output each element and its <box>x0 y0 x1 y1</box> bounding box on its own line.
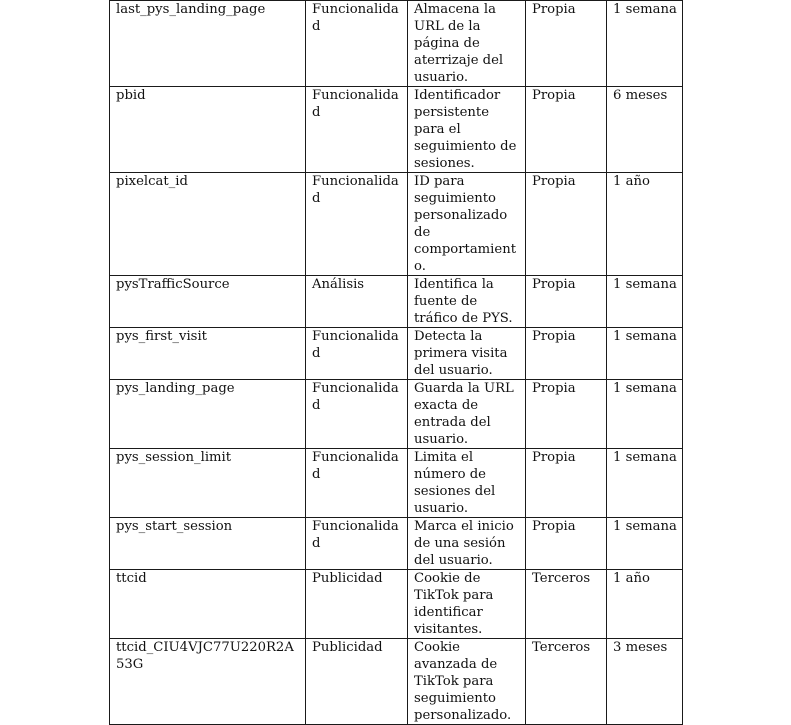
cookie-duration-cell: 1 semana <box>607 328 683 380</box>
cookie-table <box>109 0 683 725</box>
cookie-duration-cell: 1 semana <box>607 1 683 87</box>
cookie-description-cell: Detecta la primera visita del usuario. <box>408 328 526 380</box>
cookie-description-cell: Cookie de TikTok para identificar visitantes. <box>408 570 526 639</box>
table-row <box>110 87 683 173</box>
cookie-provider-cell: Propia <box>526 449 607 518</box>
cookie-duration-cell: 1 semana <box>607 380 683 449</box>
cookie-category-cell: Análisis <box>306 276 408 328</box>
cookie-duration-cell: 1 año <box>607 570 683 639</box>
table-row <box>110 276 683 328</box>
cookie-name-cell: pysTrafficSource <box>110 276 306 328</box>
cookie-duration-cell: 3 meses <box>607 639 683 725</box>
cookie-name-cell: pys_start_session <box>110 518 306 570</box>
cookie-name-cell: pys_first_visit <box>110 328 306 380</box>
cookie-provider-cell: Propia <box>526 87 607 173</box>
cookie-duration-cell: 6 meses <box>607 87 683 173</box>
table-row <box>110 639 683 725</box>
cookie-description-cell: Marca el inicio de una sesión del usuario. <box>408 518 526 570</box>
cookie-table-body <box>110 1 683 725</box>
cookie-name-cell: ttcid_CIU4VJC77U220R2A53G <box>110 639 306 725</box>
cookie-description-cell: ID para seguimiento personalizado de comportamiento. <box>408 173 526 276</box>
cookie-provider-cell: Propia <box>526 518 607 570</box>
cookie-category-cell: Publicidad <box>306 639 408 725</box>
cookie-name-cell: last_pys_landing_page <box>110 1 306 87</box>
cookie-description-cell: Almacena la URL de la página de aterrizaje del usuario. <box>408 1 526 87</box>
cookie-duration-cell: 1 semana <box>607 276 683 328</box>
cookie-duration-cell: 1 semana <box>607 518 683 570</box>
cookie-category-cell: Funcionalidad <box>306 328 408 380</box>
table-row <box>110 380 683 449</box>
cookie-name-cell: pixelcat_id <box>110 173 306 276</box>
cookie-provider-cell: Propia <box>526 173 607 276</box>
cookie-description-cell: Identificador persistente para el seguimiento de sesiones. <box>408 87 526 173</box>
cookie-category-cell: Funcionalidad <box>306 518 408 570</box>
cookie-description-cell: Cookie avanzada de TikTok para seguimiento personalizado. <box>408 639 526 725</box>
cookie-name-cell: pys_session_limit <box>110 449 306 518</box>
cookie-provider-cell: Propia <box>526 380 607 449</box>
cookie-description-cell: Identifica la fuente de tráfico de PYS. <box>408 276 526 328</box>
cookie-category-cell: Funcionalidad <box>306 380 408 449</box>
table-row <box>110 518 683 570</box>
table-row <box>110 173 683 276</box>
table-row <box>110 1 683 87</box>
cookie-category-cell: Funcionalidad <box>306 173 408 276</box>
cookie-duration-cell: 1 año <box>607 173 683 276</box>
cookie-provider-cell: Terceros <box>526 570 607 639</box>
cookie-name-cell: pys_landing_page <box>110 380 306 449</box>
cookie-description-cell: Guarda la URL exacta de entrada del usuario. <box>408 380 526 449</box>
table-row <box>110 449 683 518</box>
cookie-category-cell: Funcionalidad <box>306 1 408 87</box>
cookie-name-cell: ttcid <box>110 570 306 639</box>
cookie-provider-cell: Propia <box>526 1 607 87</box>
cookie-description-cell: Limita el número de sesiones del usuario. <box>408 449 526 518</box>
cookie-category-cell: Publicidad <box>306 570 408 639</box>
cookie-name-cell: pbid <box>110 87 306 173</box>
cookie-provider-cell: Propia <box>526 276 607 328</box>
cookie-category-cell: Funcionalidad <box>306 87 408 173</box>
cookie-category-cell: Funcionalidad <box>306 449 408 518</box>
cookie-provider-cell: Propia <box>526 328 607 380</box>
cookie-provider-cell: Terceros <box>526 639 607 725</box>
cookie-duration-cell: 1 semana <box>607 449 683 518</box>
table-row <box>110 570 683 639</box>
table-row <box>110 328 683 380</box>
